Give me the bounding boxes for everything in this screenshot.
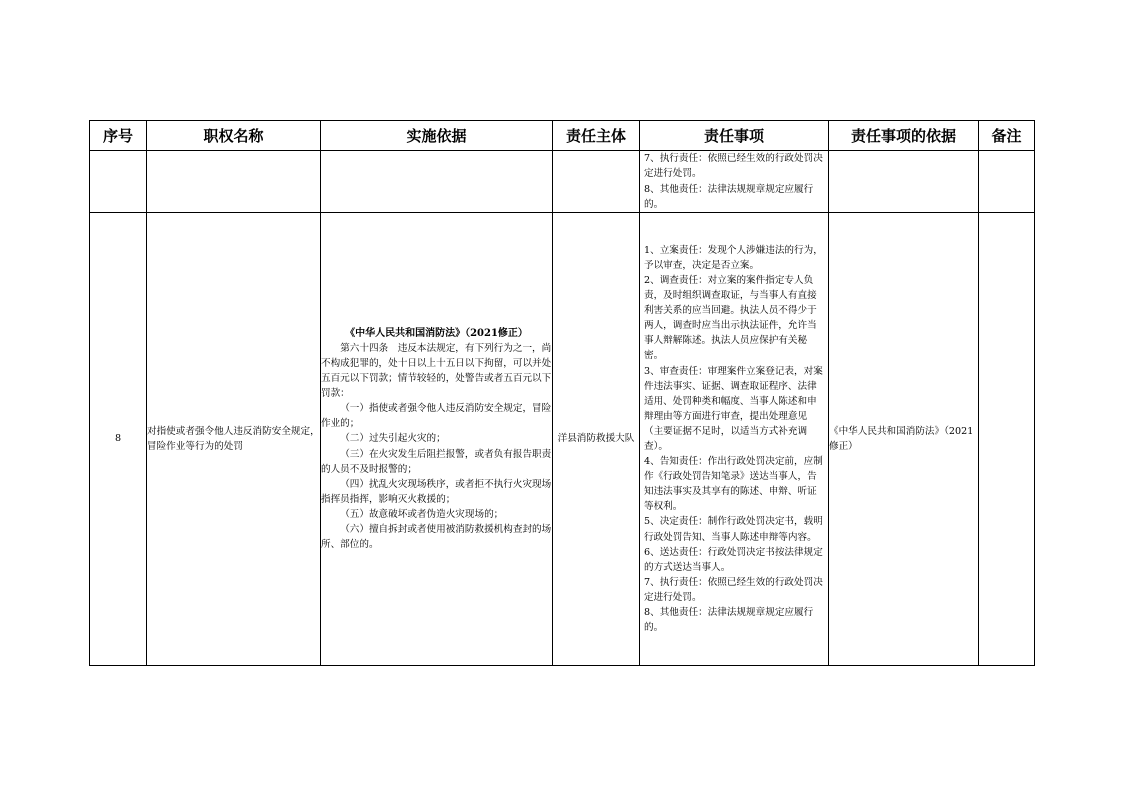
responsibility-list [640,243,828,635]
header-basis: 实施依据 [321,121,553,151]
responsibility-list [640,151,828,211]
responsibility-item: 4、告知责任：作出行政处罚决定前，应制作《行政处罚告知笔录》送达当事人，告知违法事实及其享有的陈述、申辩、听证等权利。 [644,456,823,513]
header-row [90,121,1035,151]
responsibility-item: 1、立案责任：发现个人涉嫌违法的行为，予以审查，决定是否立案。 [644,244,823,271]
responsibility-item: 6、送达责任：行政处罚决定书按法律规定的方式送达当事人。 [644,546,823,573]
basis-item: （二）过失引起火灾的； [340,433,446,445]
header-items: 责任事项 [640,121,829,151]
header-items-basis: 责任事项的依据 [829,121,979,151]
responsibility-item: 7、执行责任：依照已经生效的行政处罚决定进行处罚。 [644,153,823,180]
responsibility-item: 8、其他责任：法律法规规章规定应履行的。 [644,607,814,634]
authority-table [89,120,1035,666]
header-remarks: 备注 [979,121,1035,151]
basis-item: （一）指使或者强令他人违反消防安全规定，冒险作业的； [321,403,552,430]
basis-item: （四）扰乱火灾现场秩序，或者拒不执行火灾现场指挥员指挥，影响灭火救援的； [321,478,552,505]
basis-item: （三）在火灾发生后阻拦报警，或者负有报告职责的人员不及时报警的； [321,448,552,475]
responsibility-item: 3、审查责任：审理案件立案登记表，对案件违法事实、证据、调查取证程序、法律适用、处罚种类和幅度、当事人陈述和申辩理由等方面进行审查，提出处理意见（主要证据不足时，以适当方式补充调查）。 [644,365,823,452]
cell-subject: 洋县消防救援大队 [553,213,640,666]
responsibility-item: 5、决定责任：制作行政处罚决定书，载明行政处罚告知、当事人陈述申辩等内容。 [644,516,823,543]
cell-items-basis [829,151,979,213]
header-seq: 序号 [90,121,147,151]
cell-name [147,151,321,213]
cell-seq: 8 [90,213,147,666]
basis-article: 第六十四条 违反本法规定，有下列行为之一，尚不构成犯罪的，处十日以上十五日以下拘留，可以并处五百元以下罚款；情节较轻的，处警告或者五百元以下罚款： [321,342,552,400]
header-subject: 责任主体 [553,121,640,151]
cell-basis [321,151,553,213]
cell-seq [90,151,147,213]
basis-law-title: 《中华人民共和国消防法》（2021修正） [345,327,528,339]
responsibility-item: 8、其他责任：法律法规规章规定应履行的。 [644,183,814,210]
cell-remarks [979,151,1035,213]
responsibility-item: 2、调查责任：对立案的案件指定专人负责，及时组织调查取证，与当事人有直接利害关系的应当回避。执法人员不得少于两人，调查时应当出示执法证件，允许当事人辩解陈述。执法人员应保护有关秘密。 [644,274,817,362]
basis-item: （六）擅自拆封或者使用被消防救援机构查封的场所、部位的。 [321,524,552,551]
cell-items-basis: 《中华人民共和国消防法》（2021修正） [829,213,979,666]
cell-subject [553,151,640,213]
table-row-continued [90,151,1035,213]
cell-responsibilities [640,213,829,666]
cell-name: 对指使或者强令他人违反消防安全规定，冒险作业等行为的处罚 [147,213,321,666]
header-name: 职权名称 [147,121,321,151]
cell-remarks [979,213,1035,666]
responsibility-item: 7、执行责任：依照已经生效的行政处罚决定进行处罚。 [644,576,823,603]
cell-basis [321,213,553,666]
basis-item: （五）故意破坏或者伪造火灾现场的； [340,508,504,520]
cell-responsibilities [640,151,829,213]
table-row-8 [90,213,1035,666]
